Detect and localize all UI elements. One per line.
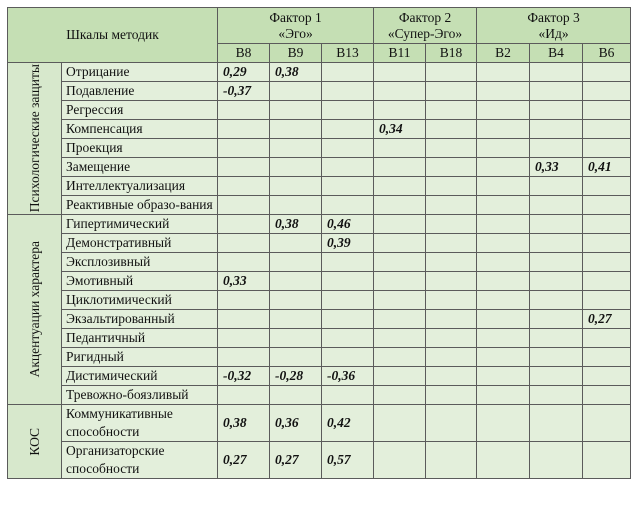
scale-label: Реактивные образо-вания <box>62 196 218 215</box>
value-cell <box>322 272 374 291</box>
value-cell: 0,46 <box>322 215 374 234</box>
value-cell: 0,41 <box>583 158 631 177</box>
value-cell <box>583 386 631 405</box>
correlation-table <box>7 7 631 479</box>
scales-header: Шкалы методик <box>8 8 218 63</box>
table-row <box>8 310 631 329</box>
value-cell <box>530 196 583 215</box>
scale-label: Интеллектуализация <box>62 177 218 196</box>
value-cell <box>477 63 530 82</box>
table-row <box>8 196 631 215</box>
value-cell <box>374 158 426 177</box>
value-cell <box>270 177 322 196</box>
group-label-cell <box>8 405 62 479</box>
value-cell: 0,38 <box>218 405 270 442</box>
value-cell <box>218 139 270 158</box>
value-cell <box>583 120 631 139</box>
value-cell <box>426 442 477 479</box>
value-cell <box>477 120 530 139</box>
value-cell <box>477 291 530 310</box>
value-cell: 0,42 <box>322 405 374 442</box>
value-cell <box>374 442 426 479</box>
value-cell: 0,33 <box>530 158 583 177</box>
value-cell <box>477 253 530 272</box>
value-cell <box>583 177 631 196</box>
value-cell <box>218 291 270 310</box>
value-cell <box>477 196 530 215</box>
table-row <box>8 367 631 386</box>
scale-label: Эмотивный <box>62 272 218 291</box>
value-cell <box>374 177 426 196</box>
value-cell <box>270 120 322 139</box>
value-cell <box>270 348 322 367</box>
value-cell <box>583 215 631 234</box>
col-header-b8: В8 <box>218 44 270 63</box>
scale-label: Тревожно-боязливый <box>62 386 218 405</box>
scale-label: Дистимический <box>62 367 218 386</box>
value-cell <box>270 272 322 291</box>
value-cell <box>530 442 583 479</box>
value-cell <box>218 329 270 348</box>
value-cell <box>374 234 426 253</box>
value-cell <box>322 120 374 139</box>
value-cell <box>374 196 426 215</box>
col-header-b18: В18 <box>426 44 477 63</box>
value-cell <box>218 120 270 139</box>
value-cell <box>374 63 426 82</box>
value-cell: 0,39 <box>322 234 374 253</box>
value-cell <box>322 139 374 158</box>
value-cell <box>477 367 530 386</box>
value-cell <box>583 442 631 479</box>
value-cell <box>477 272 530 291</box>
value-cell <box>426 329 477 348</box>
value-cell <box>218 348 270 367</box>
value-cell <box>426 348 477 367</box>
value-cell: 0,38 <box>270 63 322 82</box>
table-row <box>8 442 631 479</box>
value-cell <box>374 253 426 272</box>
value-cell <box>477 442 530 479</box>
scale-label: Отрицание <box>62 63 218 82</box>
value-cell <box>477 348 530 367</box>
value-cell <box>270 329 322 348</box>
value-cell <box>426 158 477 177</box>
value-cell <box>530 310 583 329</box>
value-cell <box>477 101 530 120</box>
col-header-b13: В13 <box>322 44 374 63</box>
value-cell <box>530 177 583 196</box>
table-row <box>8 63 631 82</box>
value-cell <box>218 234 270 253</box>
scale-label: Ригидный <box>62 348 218 367</box>
value-cell <box>477 158 530 177</box>
scale-label: Коммуникативные способности <box>62 405 218 442</box>
value-cell <box>426 63 477 82</box>
value-cell: 0,57 <box>322 442 374 479</box>
value-cell <box>426 82 477 101</box>
value-cell <box>583 82 631 101</box>
table-row <box>8 234 631 253</box>
value-cell <box>322 329 374 348</box>
value-cell <box>322 196 374 215</box>
col-header-b9: В9 <box>270 44 322 63</box>
table-row <box>8 215 631 234</box>
factor-1-subtitle: «Эго» <box>278 25 313 41</box>
value-cell <box>583 234 631 253</box>
value-cell: 0,38 <box>270 215 322 234</box>
value-cell <box>374 310 426 329</box>
value-cell <box>374 82 426 101</box>
value-cell <box>530 272 583 291</box>
value-cell <box>583 348 631 367</box>
table-row <box>8 348 631 367</box>
value-cell <box>530 139 583 158</box>
value-cell <box>583 405 631 442</box>
value-cell <box>270 234 322 253</box>
value-cell <box>426 291 477 310</box>
value-cell: -0,28 <box>270 367 322 386</box>
value-cell <box>374 291 426 310</box>
value-cell <box>374 215 426 234</box>
value-cell <box>374 348 426 367</box>
table-row <box>8 329 631 348</box>
value-cell <box>530 348 583 367</box>
table-row <box>8 405 631 442</box>
table-body <box>8 63 631 479</box>
scale-label: Подавление <box>62 82 218 101</box>
value-cell <box>426 405 477 442</box>
value-cell: -0,36 <box>322 367 374 386</box>
value-cell <box>530 63 583 82</box>
value-cell <box>583 367 631 386</box>
value-cell <box>218 310 270 329</box>
value-cell: -0,37 <box>218 82 270 101</box>
factor-2-title: Фактор 2 <box>398 9 452 25</box>
value-cell <box>374 386 426 405</box>
group-label: Психологические защиты <box>27 64 42 213</box>
value-cell <box>530 386 583 405</box>
value-cell <box>426 234 477 253</box>
scale-label: Циклотимический <box>62 291 218 310</box>
value-cell <box>530 101 583 120</box>
value-cell <box>322 253 374 272</box>
value-cell <box>426 120 477 139</box>
value-cell <box>322 101 374 120</box>
value-cell <box>530 120 583 139</box>
scale-label: Регрессия <box>62 101 218 120</box>
group-label: КОС <box>27 427 42 456</box>
value-cell <box>426 177 477 196</box>
value-cell: 0,27 <box>218 442 270 479</box>
value-cell <box>218 386 270 405</box>
value-cell <box>374 405 426 442</box>
value-cell <box>218 158 270 177</box>
value-cell <box>530 291 583 310</box>
value-cell <box>426 101 477 120</box>
value-cell <box>322 82 374 101</box>
factor-2-header <box>374 8 477 44</box>
scale-label: Экзальтированный <box>62 310 218 329</box>
value-cell <box>530 405 583 442</box>
value-cell <box>477 215 530 234</box>
value-cell <box>477 386 530 405</box>
value-cell <box>374 272 426 291</box>
scale-label: Демонстративный <box>62 234 218 253</box>
table-row <box>8 291 631 310</box>
value-cell <box>322 63 374 82</box>
col-header-b6: В6 <box>583 44 631 63</box>
value-cell <box>322 177 374 196</box>
factor-1-header <box>218 8 374 44</box>
value-cell <box>477 139 530 158</box>
value-cell <box>270 253 322 272</box>
scale-label: Компенсация <box>62 120 218 139</box>
value-cell <box>270 158 322 177</box>
scale-label: Замещение <box>62 158 218 177</box>
value-cell <box>426 253 477 272</box>
value-cell: 0,29 <box>218 63 270 82</box>
factor-2-subtitle: «Супер-Эго» <box>387 25 463 41</box>
table-row <box>8 177 631 196</box>
table-row <box>8 158 631 177</box>
value-cell: 0,36 <box>270 405 322 442</box>
factor-3-subtitle: «Ид» <box>538 25 569 41</box>
value-cell <box>530 215 583 234</box>
value-cell: 0,34 <box>374 120 426 139</box>
value-cell <box>270 139 322 158</box>
value-cell <box>583 291 631 310</box>
value-cell <box>270 386 322 405</box>
table-row <box>8 101 631 120</box>
value-cell <box>374 367 426 386</box>
value-cell <box>477 329 530 348</box>
value-cell <box>530 367 583 386</box>
col-header-b4: В4 <box>530 44 583 63</box>
value-cell <box>426 196 477 215</box>
value-cell <box>218 253 270 272</box>
value-cell: 0,27 <box>583 310 631 329</box>
value-cell <box>530 253 583 272</box>
value-cell <box>583 101 631 120</box>
value-cell <box>270 310 322 329</box>
value-cell <box>322 310 374 329</box>
value-cell <box>583 196 631 215</box>
value-cell <box>374 329 426 348</box>
value-cell <box>477 310 530 329</box>
table-row <box>8 386 631 405</box>
header-row-factors <box>8 8 631 44</box>
group-label-cell <box>8 215 62 405</box>
value-cell: 0,27 <box>270 442 322 479</box>
value-cell <box>426 310 477 329</box>
value-cell <box>374 139 426 158</box>
value-cell <box>477 177 530 196</box>
scale-label: Организаторские способности <box>62 442 218 479</box>
value-cell <box>583 139 631 158</box>
value-cell <box>322 386 374 405</box>
value-cell <box>530 82 583 101</box>
value-cell <box>530 234 583 253</box>
table-row <box>8 253 631 272</box>
value-cell <box>477 405 530 442</box>
value-cell <box>530 329 583 348</box>
value-cell <box>218 101 270 120</box>
value-cell <box>583 63 631 82</box>
value-cell: 0,33 <box>218 272 270 291</box>
value-cell <box>426 215 477 234</box>
table-row <box>8 82 631 101</box>
value-cell <box>583 272 631 291</box>
value-cell <box>218 177 270 196</box>
col-header-b2: В2 <box>477 44 530 63</box>
scale-label: Педантичный <box>62 329 218 348</box>
factor-3-title: Фактор 3 <box>527 9 580 25</box>
group-label-cell <box>8 63 62 215</box>
table-row <box>8 120 631 139</box>
value-cell <box>270 82 322 101</box>
scale-label: Проекция <box>62 139 218 158</box>
value-cell <box>322 348 374 367</box>
value-cell <box>218 196 270 215</box>
value-cell <box>270 196 322 215</box>
factor-1-title: Фактор 1 <box>269 9 322 25</box>
value-cell <box>322 158 374 177</box>
scale-label: Гипертимический <box>62 215 218 234</box>
table-row <box>8 139 631 158</box>
table-row <box>8 272 631 291</box>
value-cell <box>426 386 477 405</box>
value-cell <box>374 101 426 120</box>
value-cell <box>322 291 374 310</box>
value-cell <box>270 101 322 120</box>
value-cell <box>477 82 530 101</box>
value-cell <box>426 367 477 386</box>
col-header-b11: В11 <box>374 44 426 63</box>
value-cell <box>583 329 631 348</box>
group-label: Акцентуации характера <box>27 241 42 378</box>
value-cell <box>426 272 477 291</box>
value-cell <box>218 215 270 234</box>
value-cell <box>270 291 322 310</box>
scale-label: Эксплозивный <box>62 253 218 272</box>
value-cell <box>477 234 530 253</box>
value-cell <box>426 139 477 158</box>
factor-3-header <box>477 8 631 44</box>
value-cell: -0,32 <box>218 367 270 386</box>
value-cell <box>583 253 631 272</box>
